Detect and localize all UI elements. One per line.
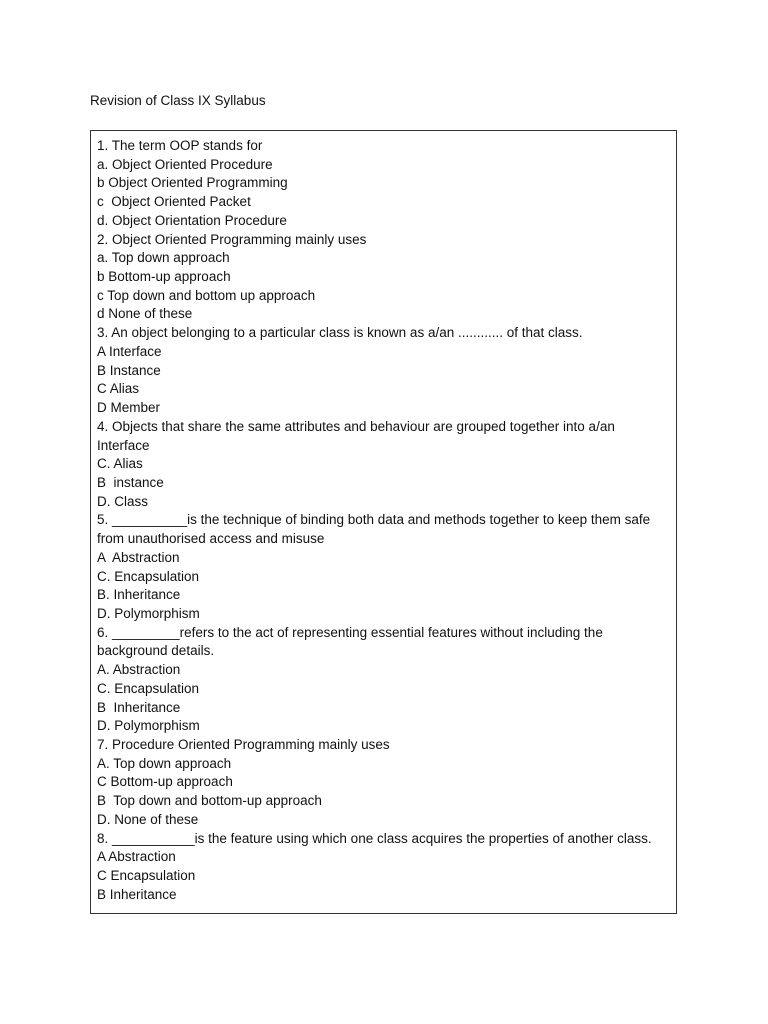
option-line: D. Class xyxy=(97,493,149,509)
option-line: c Object Oriented Packet xyxy=(97,194,251,210)
option-line: Interface xyxy=(97,437,150,453)
question-box xyxy=(90,130,677,914)
question-line: 8. ___________is the feature using which one class acquires the properties of another class. xyxy=(97,830,652,846)
option-line: d None of these xyxy=(97,306,193,322)
option-line: A Abstraction xyxy=(97,849,176,865)
question-line: 6. _________refers to the act of representing essential features without including the xyxy=(97,624,603,640)
option-line: C Encapsulation xyxy=(97,868,196,884)
option-line: D. Polymorphism xyxy=(97,605,200,621)
option-line: B Inheritance xyxy=(97,699,181,715)
question-line: 7. Procedure Oriented Programming mainly uses xyxy=(97,737,390,752)
option-line: A. Abstraction xyxy=(97,662,181,678)
option-line: A Abstraction xyxy=(97,549,180,565)
option-line: A Interface xyxy=(97,343,162,359)
option-line: D Member xyxy=(97,400,161,416)
question-line: 4. Objects that share the same attributes and behaviour are grouped together into a/an xyxy=(97,418,615,434)
option-line: d. Object Orientation Procedure xyxy=(97,212,287,228)
option-line: C Alias xyxy=(97,381,140,397)
option-line: c Top down and bottom up approach xyxy=(97,287,316,303)
option-line: B Top down and bottom-up approach xyxy=(97,793,322,809)
question-line: 5. __________is the technique of binding both data and methods together to keep them safe xyxy=(97,512,651,528)
option-line: B. Inheritance xyxy=(97,587,181,603)
option-line: D. None of these xyxy=(97,811,199,827)
option-line: A. Top down approach xyxy=(97,755,232,771)
option-line: B instance xyxy=(97,474,164,490)
option-line: C. Encapsulation xyxy=(97,680,200,696)
option-line: B Instance xyxy=(97,362,161,378)
option-line: b Object Oriented Programming xyxy=(97,175,288,191)
option-line: a. Top down approach xyxy=(97,250,230,266)
option-line: C. Alias xyxy=(97,456,143,472)
option-line: C Bottom-up approach xyxy=(97,774,233,790)
option-line: C. Encapsulation xyxy=(97,568,200,584)
option-line: B Inheritance xyxy=(97,886,177,902)
question-line: 2. Object Oriented Programming mainly uses xyxy=(97,231,367,247)
option-line: D. Polymorphism xyxy=(97,718,200,734)
question-line-continued: from unauthorised access and misuse xyxy=(97,531,325,547)
question-line: 1. The term OOP stands for xyxy=(97,138,263,153)
option-line: a. Object Oriented Procedure xyxy=(97,156,273,172)
question-line: 3. An object belonging to a particular class is known as a/an ............ of that class. xyxy=(97,325,583,341)
option-line: b Bottom-up approach xyxy=(97,269,231,285)
page-title: Revision of Class IX Syllabus xyxy=(90,93,266,108)
question-line-continued: background details. xyxy=(97,643,215,659)
